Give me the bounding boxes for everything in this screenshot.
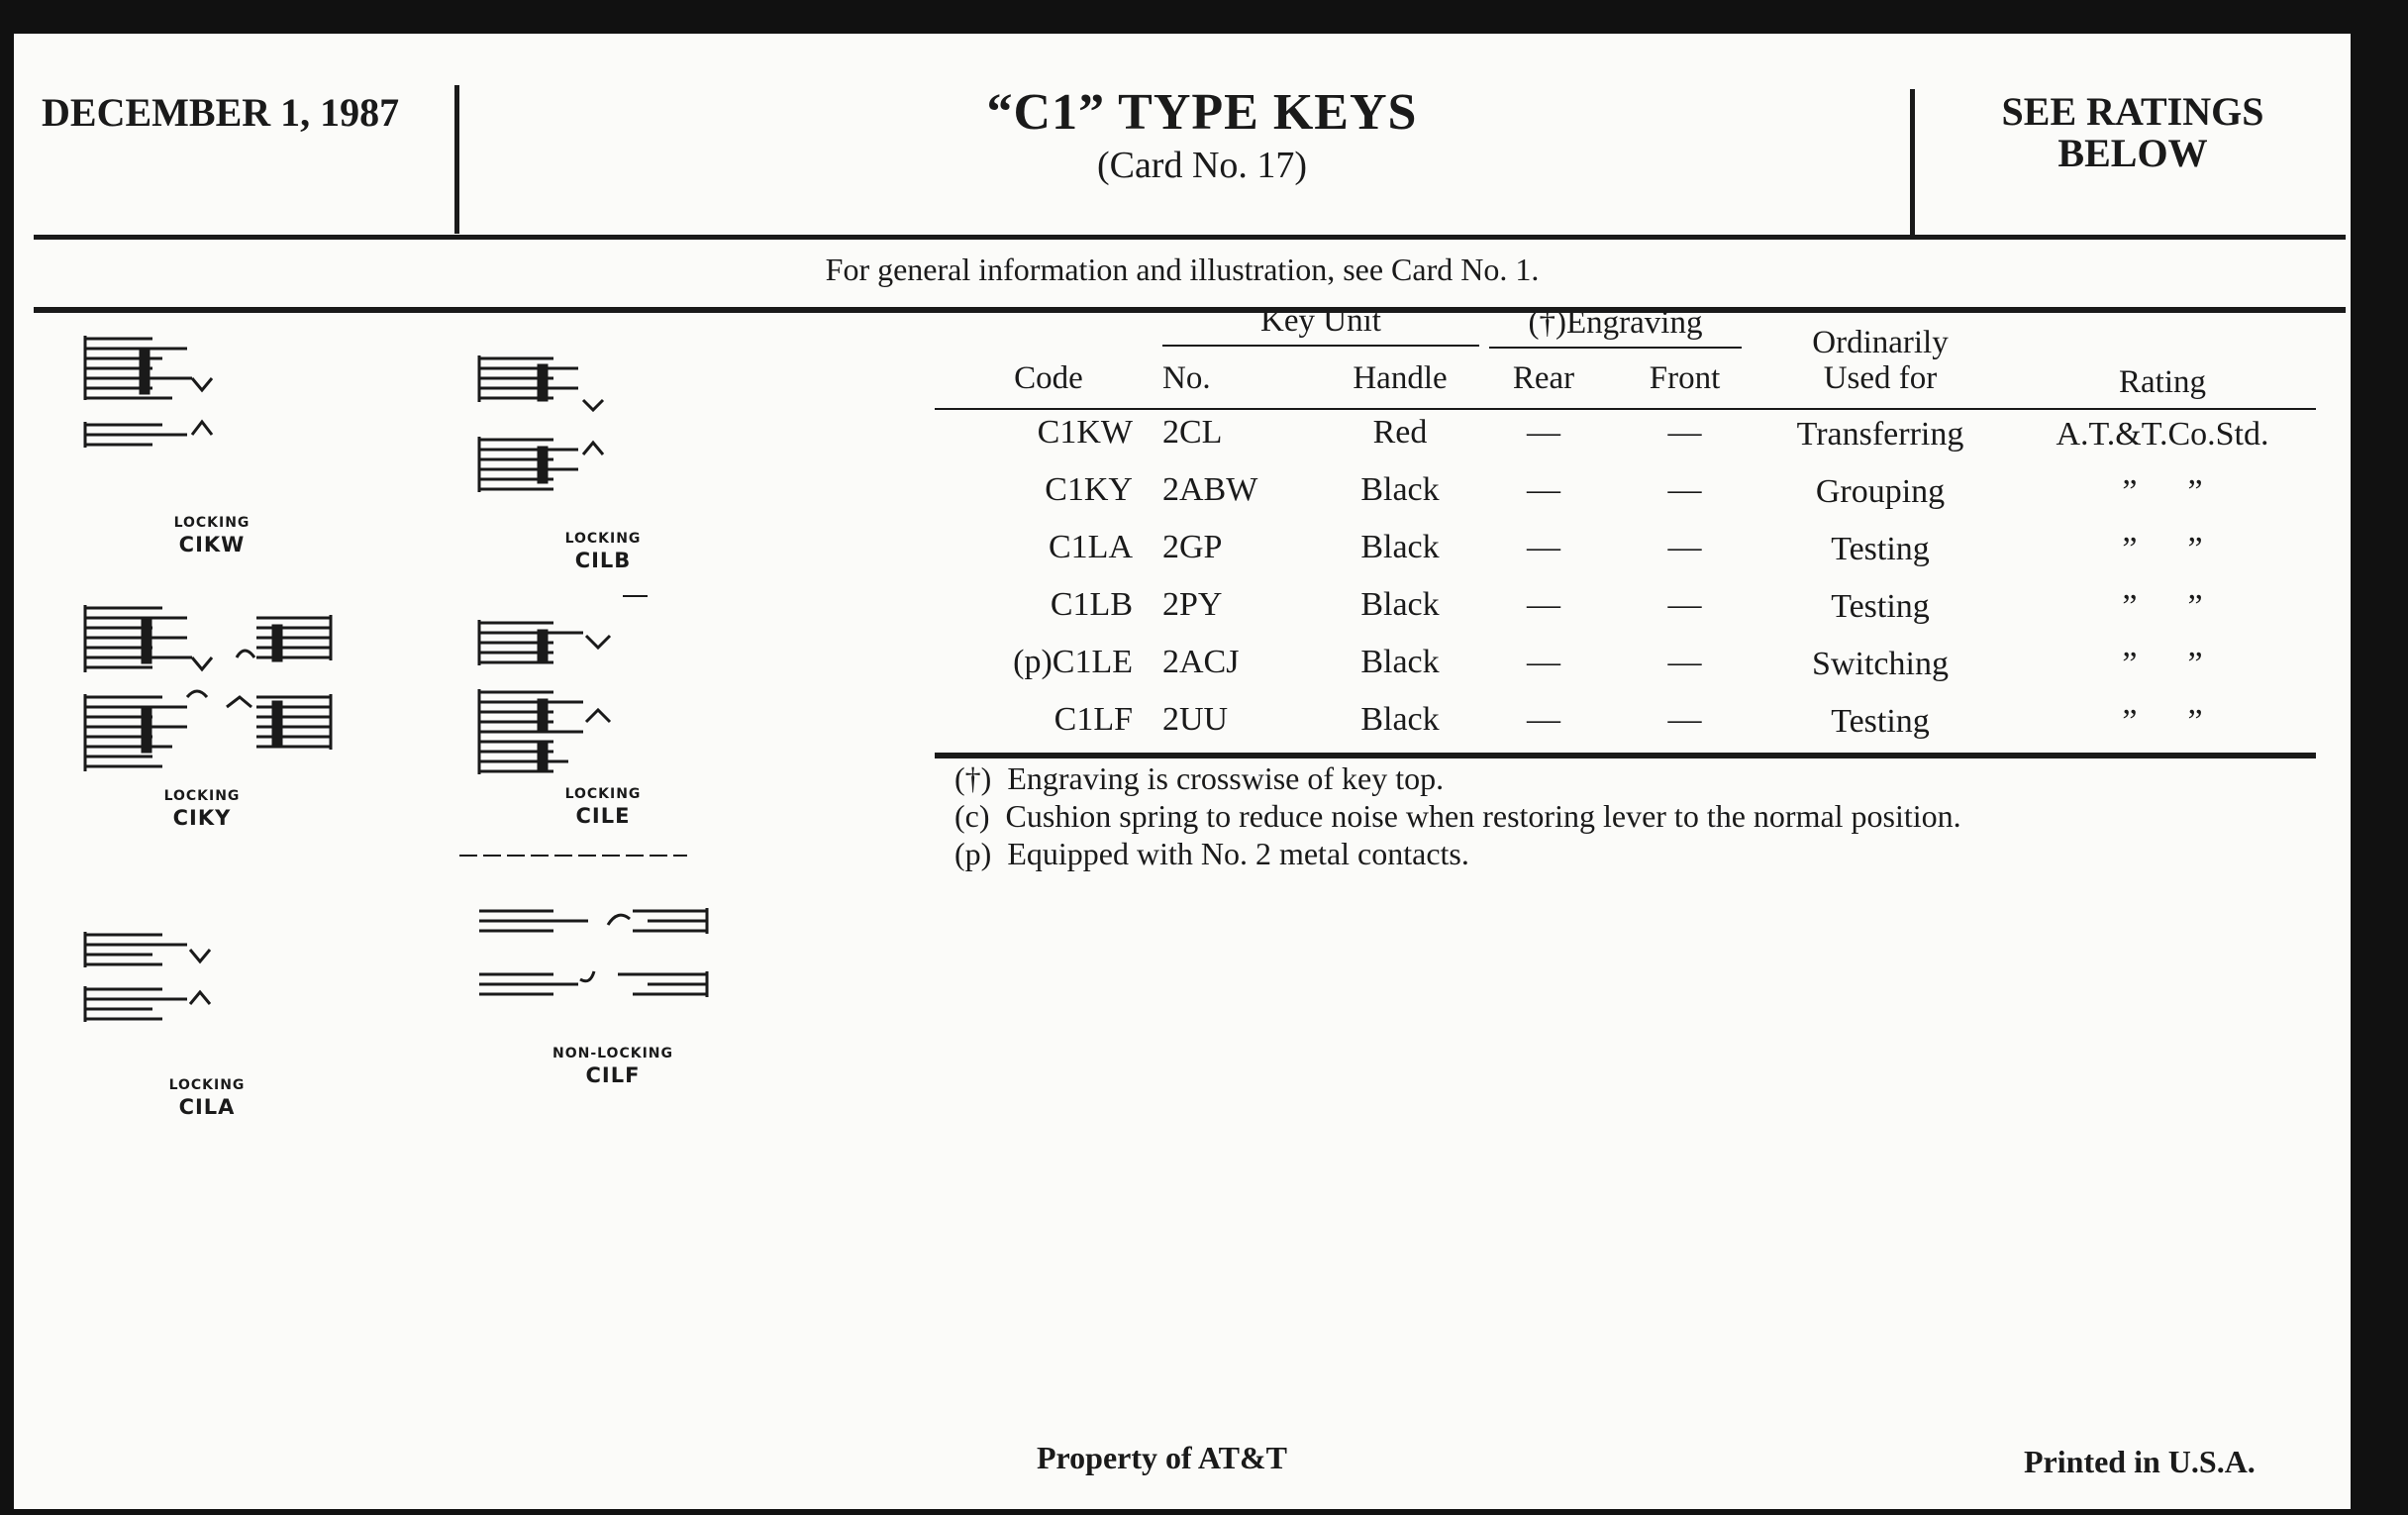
footnote-contacts: (p) Equipped with No. 2 metal contacts. — [954, 836, 1469, 871]
diagram-cile — [479, 620, 610, 774]
diagram-label-cikw — [123, 515, 301, 556]
cell-front: — — [1667, 529, 1702, 565]
cell-rating: ” ” — [2122, 646, 2203, 682]
cell-rear: — — [1527, 471, 1560, 508]
cell-used: Transferring — [1796, 416, 1964, 453]
cell-handle: Black — [1360, 701, 1440, 738]
cell-front: — — [1667, 586, 1702, 623]
col-header-used-1: Ordinarily — [1812, 325, 1949, 360]
cell-code: C1LA — [1049, 529, 1133, 565]
cell-handle: Black — [1360, 586, 1440, 623]
cell-handle: Black — [1360, 471, 1440, 508]
cell-rating: ” ” — [2122, 531, 2203, 567]
diagram-label-cilb — [514, 531, 692, 572]
cell-handle: Black — [1360, 529, 1440, 565]
cell-code: C1KY — [1045, 471, 1133, 508]
cell-front: — — [1667, 414, 1702, 451]
cell-front: — — [1667, 644, 1702, 680]
diagram-code: CILF — [585, 1063, 641, 1087]
diagram-lock-type: LOCKING — [173, 515, 251, 531]
cell-no: 2ACJ — [1162, 644, 1240, 680]
group-key-unit-rule — [1162, 345, 1479, 347]
cell-code: C1KW — [1037, 414, 1133, 451]
cell-handle: Black — [1360, 644, 1440, 680]
diagram-lock-type: LOCKING — [564, 786, 642, 802]
cell-rating: A.T.&T.Co.Std. — [2056, 416, 2269, 453]
table-header-rule — [935, 408, 2316, 410]
col-header-used-2: Used for — [1823, 360, 1938, 396]
cell-no: 2GP — [1162, 529, 1223, 565]
group-engraving: (†)Engraving — [1528, 305, 1703, 341]
cell-rating: ” ” — [2122, 473, 2203, 510]
ratings-note-line1: SEE RATINGS — [2001, 89, 2264, 134]
diagram-ciky — [85, 605, 331, 771]
reference-card — [14, 34, 2351, 1509]
diagram-code: CIKW — [178, 533, 246, 556]
diagram-cilf — [479, 908, 707, 997]
diagram-code: CILA — [178, 1095, 236, 1119]
cell-code: C1LF — [1054, 701, 1133, 738]
cell-used: Testing — [1831, 703, 1930, 740]
diagram-cikw — [85, 336, 212, 448]
printed-notice: Printed in U.S.A. — [2024, 1444, 2256, 1479]
cell-no: 2ABW — [1162, 471, 1258, 508]
cell-used: Testing — [1831, 531, 1930, 567]
cell-used: Switching — [1812, 646, 1949, 682]
diagram-lock-type: LOCKING — [168, 1077, 246, 1093]
card-title: “C1” TYPE KEYS — [986, 84, 1418, 141]
col-header-code: Code — [1014, 360, 1083, 396]
cell-used: Grouping — [1815, 473, 1946, 510]
diagram-lock-type: LOCKING — [564, 531, 642, 547]
diagram-label-cilf — [489, 1046, 737, 1087]
cell-handle: Red — [1372, 414, 1428, 451]
cell-rear: — — [1527, 586, 1560, 623]
group-engraving-rule — [1489, 347, 1742, 349]
col-header-handle: Handle — [1353, 360, 1448, 396]
ratings-note-line2: BELOW — [2057, 131, 2208, 175]
cell-rear: — — [1527, 644, 1560, 680]
group-key-unit: Key Unit — [1260, 303, 1381, 339]
cell-no: 2UU — [1162, 701, 1229, 738]
diagram-lock-type: NON-LOCKING — [552, 1046, 673, 1061]
diagram-cilb — [479, 355, 603, 492]
cell-rear: — — [1527, 701, 1560, 738]
diagram-cila — [85, 932, 210, 1022]
table-bottom-rule — [935, 753, 2316, 758]
card-number: (Card No. 17) — [1096, 145, 1308, 186]
cell-used: Testing — [1831, 588, 1930, 625]
cell-front: — — [1667, 471, 1702, 508]
card-date: DECEMBER 1, 1987 — [42, 90, 400, 135]
diagram-label-cile — [514, 786, 692, 828]
footnote-cushion: (c) Cushion spring to reduce noise when restoring lever to the normal position. — [954, 798, 1961, 834]
diagram-code: CILB — [574, 549, 632, 572]
cell-code: (p)C1LE — [1013, 644, 1133, 680]
col-header-front: Front — [1649, 360, 1721, 396]
cell-rating: ” ” — [2122, 588, 2203, 625]
diagram-code: CIKY — [172, 806, 232, 830]
col-header-rear: Rear — [1512, 360, 1575, 396]
diagram-label-cila — [118, 1077, 296, 1119]
cell-no: 2PY — [1162, 586, 1223, 623]
cell-rating: ” ” — [2122, 703, 2203, 740]
col-header-no: No. — [1162, 360, 1211, 396]
diagram-label-ciky — [113, 788, 291, 830]
cell-no: 2CL — [1162, 414, 1223, 451]
diagram-code: CILE — [575, 804, 631, 828]
col-header-rating: Rating — [2119, 364, 2206, 400]
cell-front: — — [1667, 701, 1702, 738]
property-notice: Property of AT&T — [1037, 1440, 1287, 1475]
cell-rear: — — [1527, 414, 1560, 451]
footnote-engraving: (†) Engraving is crosswise of key top. — [954, 760, 1445, 796]
cell-rear: — — [1527, 529, 1560, 565]
cell-code: C1LB — [1050, 586, 1133, 623]
diagram-lock-type: LOCKING — [163, 788, 241, 804]
general-info-text: For general information and illustration, see Card No. 1. — [825, 252, 1540, 287]
